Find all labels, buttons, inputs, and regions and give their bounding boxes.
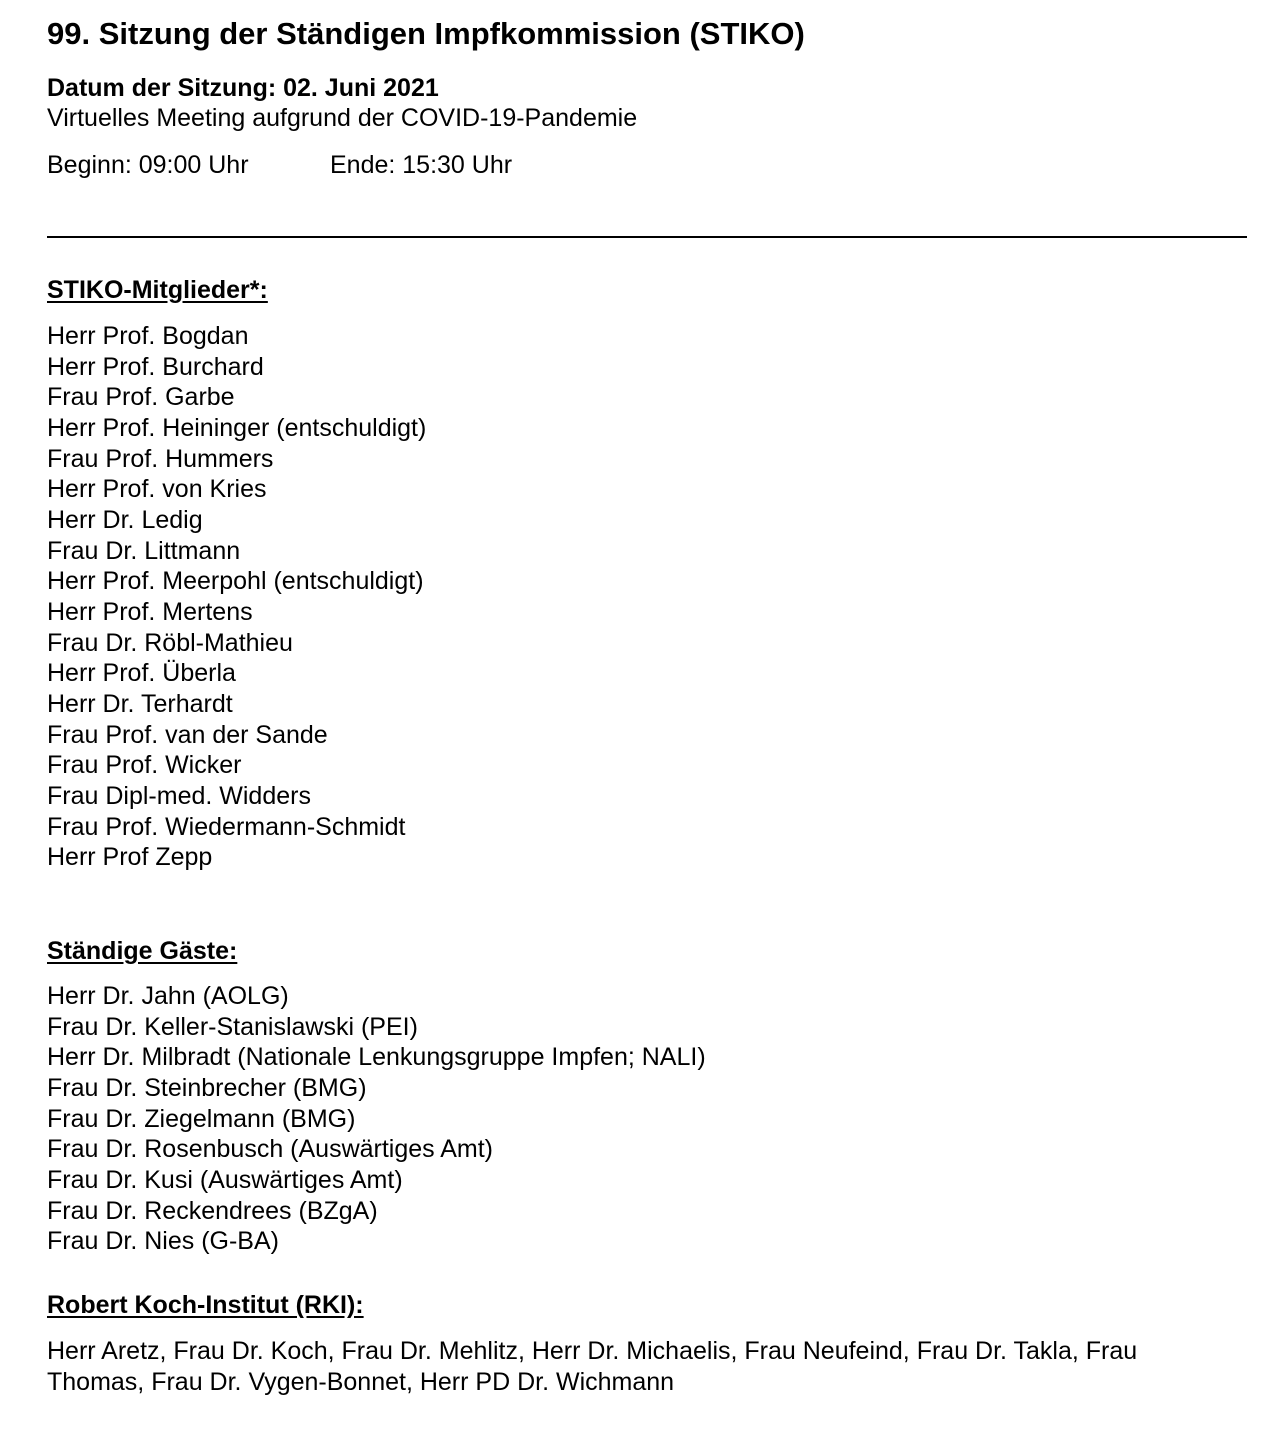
member-item: Herr Dr. Ledig (47, 505, 203, 534)
meeting-times (47, 149, 513, 181)
rki-participants: Herr Aretz, Frau Dr. Koch, Frau Dr. Mehlitz, Herr Dr. Michaelis, Frau Neufeind, Frau Dr. Takla, Frau Thomas, Frau Dr. Vygen-Bonnet, Herr PD Dr. Wichmann (47, 1337, 1138, 1396)
member-item: Frau Prof. van der Sande (47, 720, 328, 749)
member-item: Frau Dipl-med. Widders (47, 781, 311, 810)
member-item: Frau Dr. Röbl-Mathieu (47, 628, 293, 657)
guest-item: Frau Dr. Keller-Stanislawski (PEI) (47, 1012, 418, 1041)
member-item: Herr Prof Zepp (47, 843, 213, 872)
document-title: 99. Sitzung der Ständigen Impfkommission (STIKO) (47, 16, 805, 51)
member-item: Herr Prof. Meerpohl (entschuldigt) (47, 567, 424, 596)
member-item: Frau Prof. Wiedermann-Schmidt (47, 812, 406, 841)
member-item: Herr Prof. Mertens (47, 597, 253, 626)
guest-item: Frau Dr. Steinbrecher (BMG) (47, 1073, 367, 1102)
member-item: Herr Prof. Überla (47, 659, 236, 688)
member-item: Herr Prof. Heininger (entschuldigt) (47, 413, 427, 442)
meeting-date: Datum der Sitzung: 02. Juni 2021 (47, 74, 439, 102)
members-list (47, 321, 426, 873)
member-item: Frau Prof. Wicker (47, 751, 242, 780)
guest-item: Frau Dr. Rosenbusch (Auswärtiges Amt) (47, 1135, 493, 1164)
guests-heading: Ständige Gäste: (47, 937, 238, 965)
member-item: Herr Prof. Bogdan (47, 322, 249, 350)
member-item: Frau Prof. Garbe (47, 383, 235, 412)
members-heading: STIKO-Mitglieder*: (47, 276, 268, 304)
meeting-note: Virtuelles Meeting aufgrund der COVID-19-Pandemie (47, 104, 638, 132)
end-time: Ende: 15:30 Uhr (330, 151, 513, 179)
horizontal-rule (47, 236, 1247, 238)
guests-list (47, 981, 706, 1257)
guest-item: Frau Dr. Reckendrees (BZgA) (47, 1196, 378, 1225)
start-time: Beginn: 09:00 Uhr (47, 151, 249, 179)
member-item: Frau Dr. Littmann (47, 536, 241, 565)
guest-item: Frau Dr. Nies (G-BA) (47, 1227, 279, 1256)
member-item: Herr Prof. von Kries (47, 475, 267, 504)
member-item: Frau Prof. Hummers (47, 444, 274, 473)
guest-item: Herr Dr. Jahn (AOLG) (47, 982, 289, 1010)
member-item: Herr Prof. Burchard (47, 352, 264, 381)
guest-item: Frau Dr. Kusi (Auswärtiges Amt) (47, 1165, 403, 1194)
rki-heading: Robert Koch-Institut (RKI): (47, 1291, 364, 1319)
guest-item: Herr Dr. Milbradt (Nationale Lenkungsgruppe Impfen; NALI) (47, 1043, 706, 1072)
member-item: Herr Dr. Terhardt (47, 689, 233, 718)
guest-item: Frau Dr. Ziegelmann (BMG) (47, 1104, 356, 1133)
